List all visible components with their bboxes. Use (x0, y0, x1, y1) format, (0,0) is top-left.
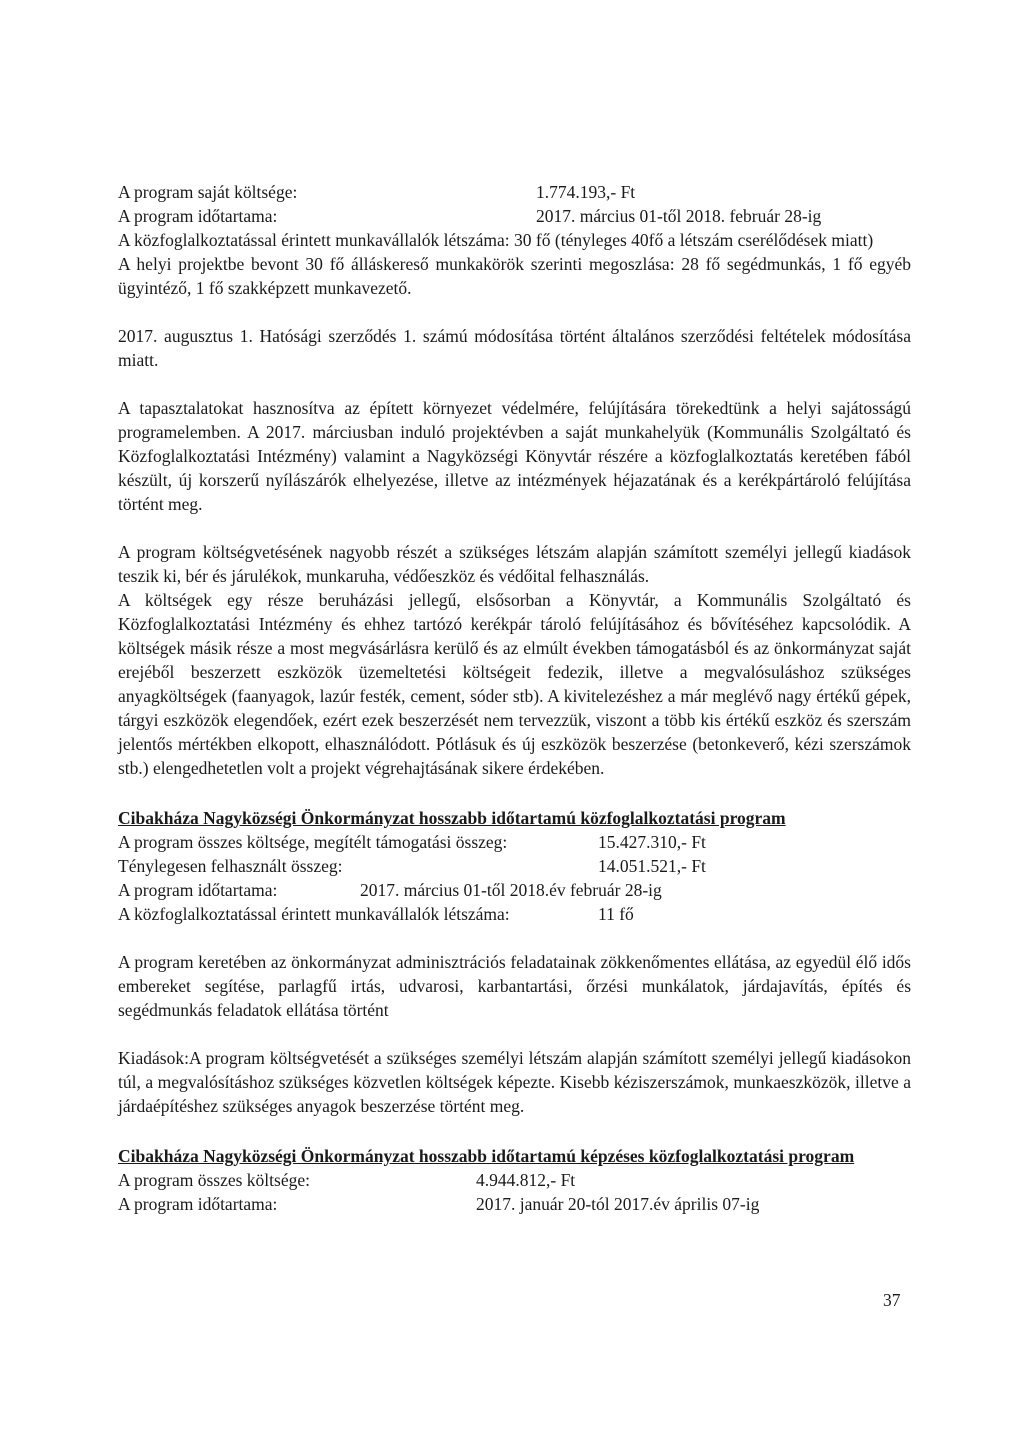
field-value: 2017. március 01-től 2018. február 28-ig (536, 206, 822, 226)
page-number: 37 (883, 1290, 901, 1310)
section-heading-public-work: Cibakháza Nagyközségi Önkormányzat hosszabb időtartamú közfoglalkoztatási program (118, 808, 786, 828)
field-used-amount (118, 854, 911, 878)
field-value: 1.774.193,- Ft (536, 182, 636, 202)
paragraph-expenses: Kiadások:A program költségvetését a szükséges személyi létszám alapján számított személyi jellegű kiadásokon túl, a megvalósításhoz szükséges közvetlen költségek képezte. Kisebb kéziszerszámok, munkaeszközök, illetve a járdaépítéshez szükséges anyagok beszerzése történt meg. (118, 1048, 911, 1116)
paragraph-staff-count: A közfoglalkoztatással érintett munkavállalók létszáma: 30 fő (tényleges 40fő a létszám cserélődések miatt) (118, 230, 874, 250)
field-value: 4.944.812,- Ft (476, 1170, 576, 1190)
field-duration (118, 204, 911, 228)
field-duration (118, 878, 911, 902)
field-label: A program összes költsége, megítélt támogatási összeg: (118, 832, 508, 852)
field-label: A közfoglalkoztatással érintett munkavállalók létszáma: (118, 904, 510, 924)
paragraph-contract: 2017. augusztus 1. Hatósági szerződés 1. számú módosítása történt általános szerződési feltételek módosítása miatt. (118, 326, 911, 370)
field-label: A program összes költsége: (118, 1170, 310, 1190)
field-label: Ténylegesen felhasznált összeg: (118, 856, 343, 876)
field-label: A program saját költsége: (118, 182, 298, 202)
field-value: 2017. január 20-tól 2017.év április 07-ig (476, 1194, 760, 1214)
section-heading-training-program: Cibakháza Nagyközségi Önkormányzat hosszabb időtartamú képzéses közfoglalkoztatási program (118, 1146, 855, 1166)
field-own-cost (118, 180, 911, 204)
field-total-cost (118, 1168, 911, 1192)
paragraph-experience: A tapasztalatokat hasznosítva az épített környezet védelmére, felújítására törekedtünk a helyi sajátosságú programelemben. A 2017. márciusban induló projektévben a saját munkahelyük (Kommunális Szolgáltató és Közfoglalkoztatási Intézmény) valamint a Nagyközségi Könyvtár részére a közfoglalkoztatás keretében fából készült, új korszerű nyílászárók elhelyezése, illetve az intézmények héjazatának és a kerékpártároló felújítása történt meg. (118, 398, 911, 514)
paragraph-budget-2: A költségek egy része beruházási jellegű, elsősorban a Könyvtár, a Kommunális Szolgáltató és Közfoglalkoztatási Intézmény és ehhez tartózó kerékpár tároló felújításához és bővítéséhez kapcsolódik. A költségek másik része a most megvásárlásra kerülő és az elmúlt években támogatásból és az önkormányzat saját erejéből beszerzett eszközök üzemeltetési költségeit fedezik, illetve a megvalósuláshoz szükséges anyagköltségek (faanyagok, lazúr festék, cement, sóder stb). A kivitelezéshez a már meglévő nagy értékű gépek, tárgyi eszközök elegendőek, ezért ezek beszerzését nem tervezzük, viszont a több kis értékű eszköz és szerszám jelentős mértékben elkopott, elhasználódott. Pótlásuk és új eszközök beszerzése (betonkeverő, kézi szerszámok stb.) elengedhetetlen volt a projekt végrehajtásának sikere érdekében. (118, 590, 911, 778)
field-value: 2017. március 01-től 2018.év február 28-ig (360, 880, 662, 900)
field-value: 11 fő (598, 904, 634, 924)
paragraph-job-split: A helyi projektbe bevont 30 fő álláskereső munkakörök szerinti megoszlása: 28 fő segédmunkás, 1 fő egyéb ügyintéző, 1 fő szakképzett munkavezető. (118, 254, 911, 298)
field-value: 14.051.521,- Ft (598, 856, 706, 876)
field-duration (118, 1192, 911, 1216)
document-page (118, 180, 911, 1216)
field-label: A program időtartama: (118, 880, 278, 900)
field-label: A program időtartama: (118, 206, 278, 226)
field-staff-count (118, 902, 911, 926)
field-total-cost (118, 830, 911, 854)
paragraph-tasks: A program keretében az önkormányzat adminisztrációs feladatainak zökkenőmentes ellátása, az egyedül élő idős embereket segítése, parlagfű irtás, udvarosi, karbantartási, őrzési munkálatok, járdajavítás, építés és segédmunkás feladatok ellátása történt (118, 952, 911, 1020)
paragraph-budget-1: A program költségvetésének nagyobb részét a szükséges létszám alapján számított személyi jellegű kiadások teszik ki, bér és járulékok, munkaruha, védőeszköz és védőital felhasználás. (118, 542, 911, 586)
field-label: A program időtartama: (118, 1194, 278, 1214)
field-value: 15.427.310,- Ft (598, 832, 706, 852)
